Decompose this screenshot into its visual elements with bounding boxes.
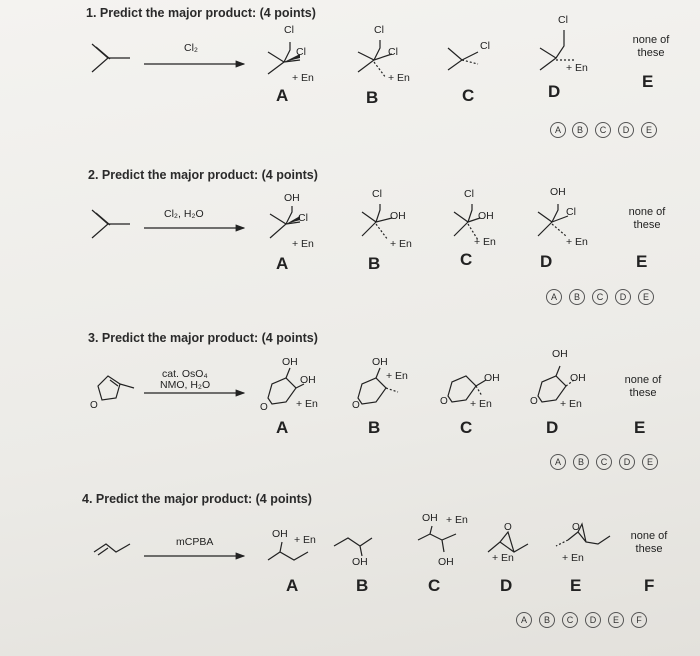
q2-product-a <box>270 206 300 238</box>
q3-b-en: + En <box>386 370 408 382</box>
q2-c-sub1: Cl <box>464 188 474 200</box>
q2-bubble-e[interactable]: E <box>638 289 654 305</box>
q3-d-ring-o: O <box>530 396 538 407</box>
q2-bubble-c[interactable]: C <box>592 289 608 305</box>
q3-a-sub2: OH <box>300 374 316 386</box>
q1-choice-e-label: E <box>642 72 654 91</box>
q2-b-sub1: Cl <box>372 188 382 200</box>
q1-a-sub1: Cl <box>284 24 294 36</box>
q3-b-ring-o: O <box>352 400 360 411</box>
q4-d-en: + En <box>492 552 514 564</box>
q3-title: 3. Predict the major product: (4 points) <box>88 331 318 345</box>
q3-choice-a-label: A <box>276 418 289 437</box>
q3-choice-c-label: C <box>460 418 473 437</box>
q2-a-en: + En <box>292 238 314 250</box>
q4-title: 4. Predict the major product: (4 points) <box>82 492 312 506</box>
q3-product-d <box>538 366 574 402</box>
q1-choice-a-label: A <box>276 86 289 105</box>
q3-bubble-d[interactable]: D <box>619 454 635 470</box>
q2-d-en: + En <box>566 236 588 248</box>
q1-b-en: + En <box>388 72 410 84</box>
q4-choice-e-label: E <box>570 576 582 595</box>
q3-c-sub1: OH <box>484 372 500 384</box>
q3-a-sub1: OH <box>282 356 298 368</box>
q1-choice-d-label: D <box>548 82 561 101</box>
q4-bubble-a[interactable]: A <box>516 612 532 628</box>
q4-d-ring-o: O <box>504 522 512 533</box>
q1-bubble-c[interactable]: C <box>595 122 611 138</box>
q3-starting-dihydrofuran <box>98 376 134 400</box>
q3-d-sub2: OH <box>570 372 586 384</box>
q3-reagent-1: cat. OsO₄ <box>162 368 208 380</box>
q1-bubble-e[interactable]: E <box>641 122 657 138</box>
q2-choice-e-label: E <box>636 252 648 271</box>
q4-c-sub2: OH <box>438 556 454 568</box>
q2-none-text: none of these <box>628 206 666 231</box>
q2-choice-c-label: C <box>460 250 473 269</box>
q2-c-en: + En <box>474 236 496 248</box>
q3-a-en: + En <box>296 398 318 410</box>
q2-a-sub2: Cl <box>298 212 308 224</box>
q3-reagent-2: NMO, H₂O <box>160 379 211 391</box>
q4-e-ring-o: O <box>572 522 580 533</box>
q1-starting-alkene <box>92 44 130 72</box>
q4-a-sub1: OH <box>272 528 288 540</box>
q3-bubble-c[interactable]: C <box>596 454 612 470</box>
q4-bubble-b[interactable]: B <box>539 612 555 628</box>
q4-c-en: + En <box>446 514 468 526</box>
q4-none-text: none of these <box>630 530 668 555</box>
q2-choice-b-label: B <box>368 254 381 273</box>
q2-c-sub2: OH <box>478 210 494 222</box>
q1-d-sub1: Cl <box>558 14 568 26</box>
q2-product-b <box>362 204 392 240</box>
q1-bubble-b[interactable]: B <box>572 122 588 138</box>
q4-choice-b-label: B <box>356 576 369 595</box>
q2-d-sub2: Cl <box>566 206 576 218</box>
q4-reagent: mCPBA <box>176 536 214 548</box>
q3-choice-d-label: D <box>546 418 559 437</box>
q4-choice-c-label: C <box>428 576 441 595</box>
q1-a-en: + En <box>292 72 314 84</box>
q1-a-sub2: Cl <box>296 46 306 58</box>
q2-d-sub1: OH <box>550 186 566 198</box>
q2-a-sub1: OH <box>284 192 300 204</box>
q1-b-sub2: Cl <box>388 46 398 58</box>
q1-bubble-a[interactable]: A <box>550 122 566 138</box>
q2-b-en: + En <box>390 238 412 250</box>
q4-starting-alkene <box>94 544 130 555</box>
q1-d-en: + En <box>566 62 588 74</box>
q4-choice-d-label: D <box>500 576 513 595</box>
q2-reagent: Cl₂, H₂O <box>164 208 204 220</box>
q4-choice-a-label: A <box>286 576 299 595</box>
q1-title: 1. Predict the major product: (4 points) <box>86 6 316 20</box>
q3-bubble-e[interactable]: E <box>642 454 658 470</box>
q4-product-e <box>556 524 610 546</box>
q2-bubble-b[interactable]: B <box>569 289 585 305</box>
q1-bubble-d[interactable]: D <box>618 122 634 138</box>
q4-bubble-f[interactable]: F <box>631 612 647 628</box>
q2-bubble-a[interactable]: A <box>546 289 562 305</box>
q4-product-c <box>418 526 456 552</box>
q4-bubble-d[interactable]: D <box>585 612 601 628</box>
q3-d-sub1: OH <box>552 348 568 360</box>
q3-choice-e-label: E <box>634 418 646 437</box>
q1-reagent: Cl₂ <box>184 42 198 54</box>
q1-choice-c-label: C <box>462 86 475 105</box>
q3-start-ring-o: O <box>90 400 98 411</box>
q4-bubble-e[interactable]: E <box>608 612 624 628</box>
q4-product-d <box>488 532 528 552</box>
q1-b-sub1: Cl <box>374 24 384 36</box>
q3-bubble-a[interactable]: A <box>550 454 566 470</box>
q1-none-text: none of these <box>632 34 670 59</box>
q2-b-sub2: OH <box>390 210 406 222</box>
q1-c-sub1: Cl <box>480 40 490 52</box>
q2-product-d <box>538 204 568 236</box>
q3-c-ring-o: O <box>440 396 448 407</box>
q3-none-text: none of these <box>624 374 662 399</box>
q2-choice-d-label: D <box>540 252 553 271</box>
q3-a-ring-o: O <box>260 402 268 413</box>
q3-choice-b-label: B <box>368 418 381 437</box>
q4-b-sub1: OH <box>352 556 368 568</box>
q3-b-sub1: OH <box>372 356 388 368</box>
q3-c-en: + En <box>470 398 492 410</box>
q4-product-b <box>334 538 372 556</box>
q2-starting-alkene <box>92 210 130 238</box>
q2-choice-a-label: A <box>276 254 289 273</box>
q1-choice-b-label: B <box>366 88 379 107</box>
q1-product-c <box>448 48 478 70</box>
q2-bubble-d[interactable]: D <box>615 289 631 305</box>
q2-product-c <box>454 204 480 240</box>
q4-c-sub1: OH <box>422 512 438 524</box>
q3-d-en: + En <box>560 398 582 410</box>
q1-product-b <box>358 40 392 78</box>
q4-choice-f-label: F <box>644 576 655 595</box>
q2-title: 2. Predict the major product: (4 points) <box>88 168 318 182</box>
q4-bubble-c[interactable]: C <box>562 612 578 628</box>
q4-e-en: + En <box>562 552 584 564</box>
q3-bubble-b[interactable]: B <box>573 454 589 470</box>
q4-a-en: + En <box>294 534 316 546</box>
